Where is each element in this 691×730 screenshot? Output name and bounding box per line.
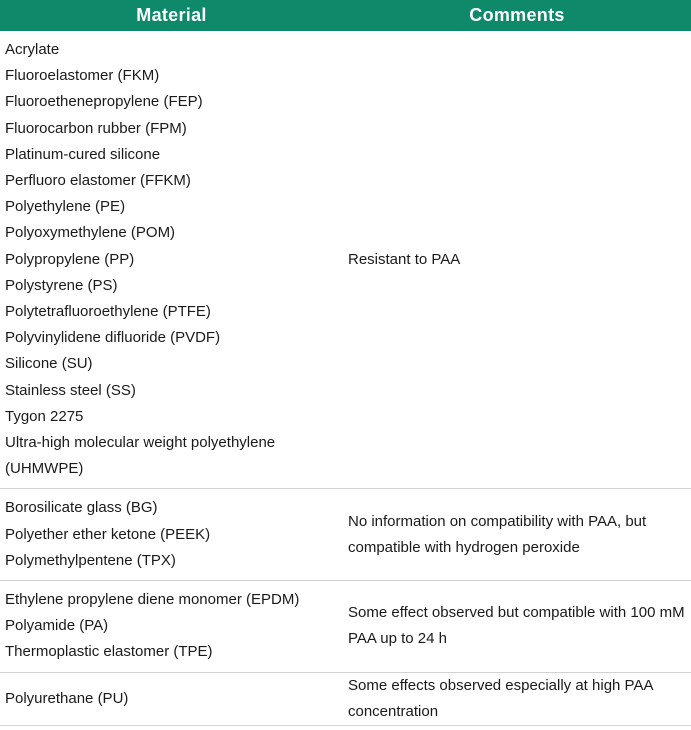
material-name: Fluoroethenepropylene (FEP) xyxy=(5,93,203,111)
comment-cell: Some effect observed but compatible with 100 mM PAA up to 24 h xyxy=(343,581,691,673)
material-cell xyxy=(0,31,343,489)
table-row xyxy=(0,672,691,725)
header-row xyxy=(0,0,691,31)
material-cell xyxy=(0,489,343,581)
material-name: Borosilicate glass (BG) xyxy=(5,499,158,517)
material-name: Polymethylpentene (TPX) xyxy=(5,551,176,569)
comment-cell: No information on compatibility with PAA, but compatible with hydrogen peroxide xyxy=(343,489,691,581)
material-name: Silicone (SU) xyxy=(5,355,93,373)
material-name: Fluorocarbon rubber (FPM) xyxy=(5,119,187,137)
table-row xyxy=(0,31,691,489)
material-column-header: Material xyxy=(0,0,343,31)
comment-cell: Resistant to PAA xyxy=(343,31,691,489)
material-name: Polyether ether ketone (PEEK) xyxy=(5,525,211,543)
material-name: Fluoroelastomer (FKM) xyxy=(5,67,160,85)
material-cell xyxy=(0,672,343,725)
material-name: Polytetrafluoroethylene (PTFE) xyxy=(5,303,211,321)
material-name: Polyurethane (PU) xyxy=(5,689,129,707)
material-name: Platinum-cured silicone xyxy=(5,145,161,163)
material-name: Ultra-high molecular weight polyethylene (UHMWPE) xyxy=(5,434,276,478)
table-row xyxy=(0,581,691,673)
material-name: Perfluoro elastomer (FFKM) xyxy=(5,172,191,190)
material-name: Polyethylene (PE) xyxy=(5,198,126,216)
material-name: Thermoplastic elastomer (TPE) xyxy=(5,643,213,661)
material-name: Polypropylene (PP) xyxy=(5,250,135,268)
material-name: Ethylene propylene diene monomer (EPDM) xyxy=(5,591,300,609)
material-name: Stainless steel (SS) xyxy=(5,381,136,399)
material-name: Polyoxymethylene (POM) xyxy=(5,224,176,242)
material-cell xyxy=(0,581,343,673)
material-name: Polyvinylidene difluoride (PVDF) xyxy=(5,329,221,347)
material-name: Polystyrene (PS) xyxy=(5,276,118,294)
material-name: Polyamide (PA) xyxy=(5,617,109,635)
comments-column-header: Comments xyxy=(343,0,691,31)
material-name: Acrylate xyxy=(5,41,60,58)
comment-cell: Some effects observed especially at high PAA concentration xyxy=(343,672,691,725)
table-row xyxy=(0,489,691,581)
material-name: Tygon 2275 xyxy=(5,407,84,425)
